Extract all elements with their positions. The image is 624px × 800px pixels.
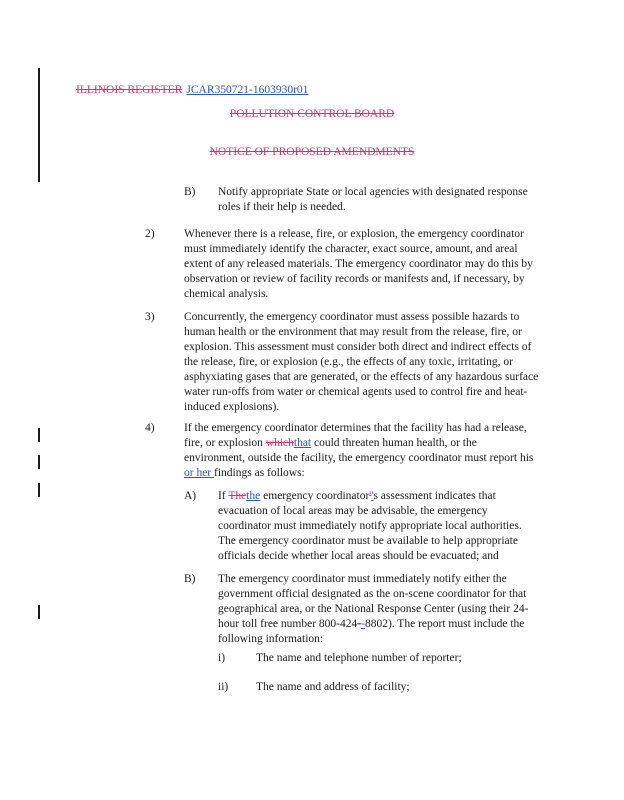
item-label: A) — [184, 490, 197, 502]
item-label: B) — [184, 573, 196, 585]
deleted-register-title: ILLINOIS REGISTER — [76, 84, 183, 96]
deleted-text: which — [265, 437, 294, 449]
change-bar — [38, 455, 40, 469]
inserted-text: or her — [184, 467, 215, 479]
item-label: i) — [218, 652, 226, 664]
item-label: 2) — [145, 228, 155, 240]
item-text: If Thethe emergency coordinator''s assessment indicates that evacuation of local areas may be advisable, the emergency coordinator must immediately notify appropriate local authorities. The emergency coordinator must be available to help appropriate officials decide whether local areas should be evacuated; and — [218, 490, 522, 562]
deleted-text: - — [357, 618, 362, 630]
item-label: B) — [184, 186, 196, 198]
item-text: Whenever there is a release, fire, or explosion, the emergency coordinator must immediately identify the character, exact source, amount, and areal extent of any released materials. The emergency coordinator may do this by observation or review of facility records or manifests and, if necessary, by chemical analysis. — [184, 228, 533, 300]
inserted-text: the — [246, 490, 261, 502]
item-text: Notify appropriate State or local agencies with designated response roles if their help is needed. — [218, 186, 528, 213]
inserted-text: that — [293, 437, 312, 449]
board-title: POLLUTION CONTROL BOARD — [229, 108, 395, 120]
change-bar — [38, 605, 40, 619]
item-text: The emergency coordinator must immediately notify either the government official designated as the on-scene coordinator for that geographical area, or the National Response Center (using their 24-hour toll free number 800-424--8802). The report must include the following information: — [218, 573, 529, 645]
item-label: 4) — [145, 422, 155, 434]
deleted-text: ' — [369, 490, 372, 502]
register-header — [76, 84, 308, 96]
item-text: If the emergency coordinator determines that the facility has had a release, fire, or explosion whichthat could threaten human health, or the environment, outside the facility, the emergency coordinator must report his or her findings as follows: — [184, 422, 534, 479]
change-bar — [38, 483, 40, 497]
inserted-register-id: JCAR350721-1603930r01 — [186, 84, 309, 96]
change-bar — [38, 68, 40, 182]
item-text: The name and telephone number of reporter; — [256, 652, 462, 664]
item-text: The name and address of facility; — [256, 681, 410, 693]
change-bar — [38, 428, 40, 442]
inserted-text: - — [361, 618, 365, 630]
item-label: 3) — [145, 311, 155, 323]
inserted-text: ' — [371, 490, 374, 502]
notice-title: NOTICE OF PROPOSED AMENDMENTS — [209, 146, 415, 158]
item-text: Concurrently, the emergency coordinator must assess possible hazards to human health or the environment that may result from the release, fire, or explosion. This assessment must consider both direct and indirect effects of the release, fire, or explosion (e.g., the effects of any toxic, irritating, or asphyxiating gases that are generated, or the effects of any hazardous surface water run-offs from water or chemical agents used to control fire and heat-induced explosions). — [184, 311, 539, 413]
item-label: ii) — [218, 681, 229, 693]
deleted-text: The — [228, 490, 247, 502]
